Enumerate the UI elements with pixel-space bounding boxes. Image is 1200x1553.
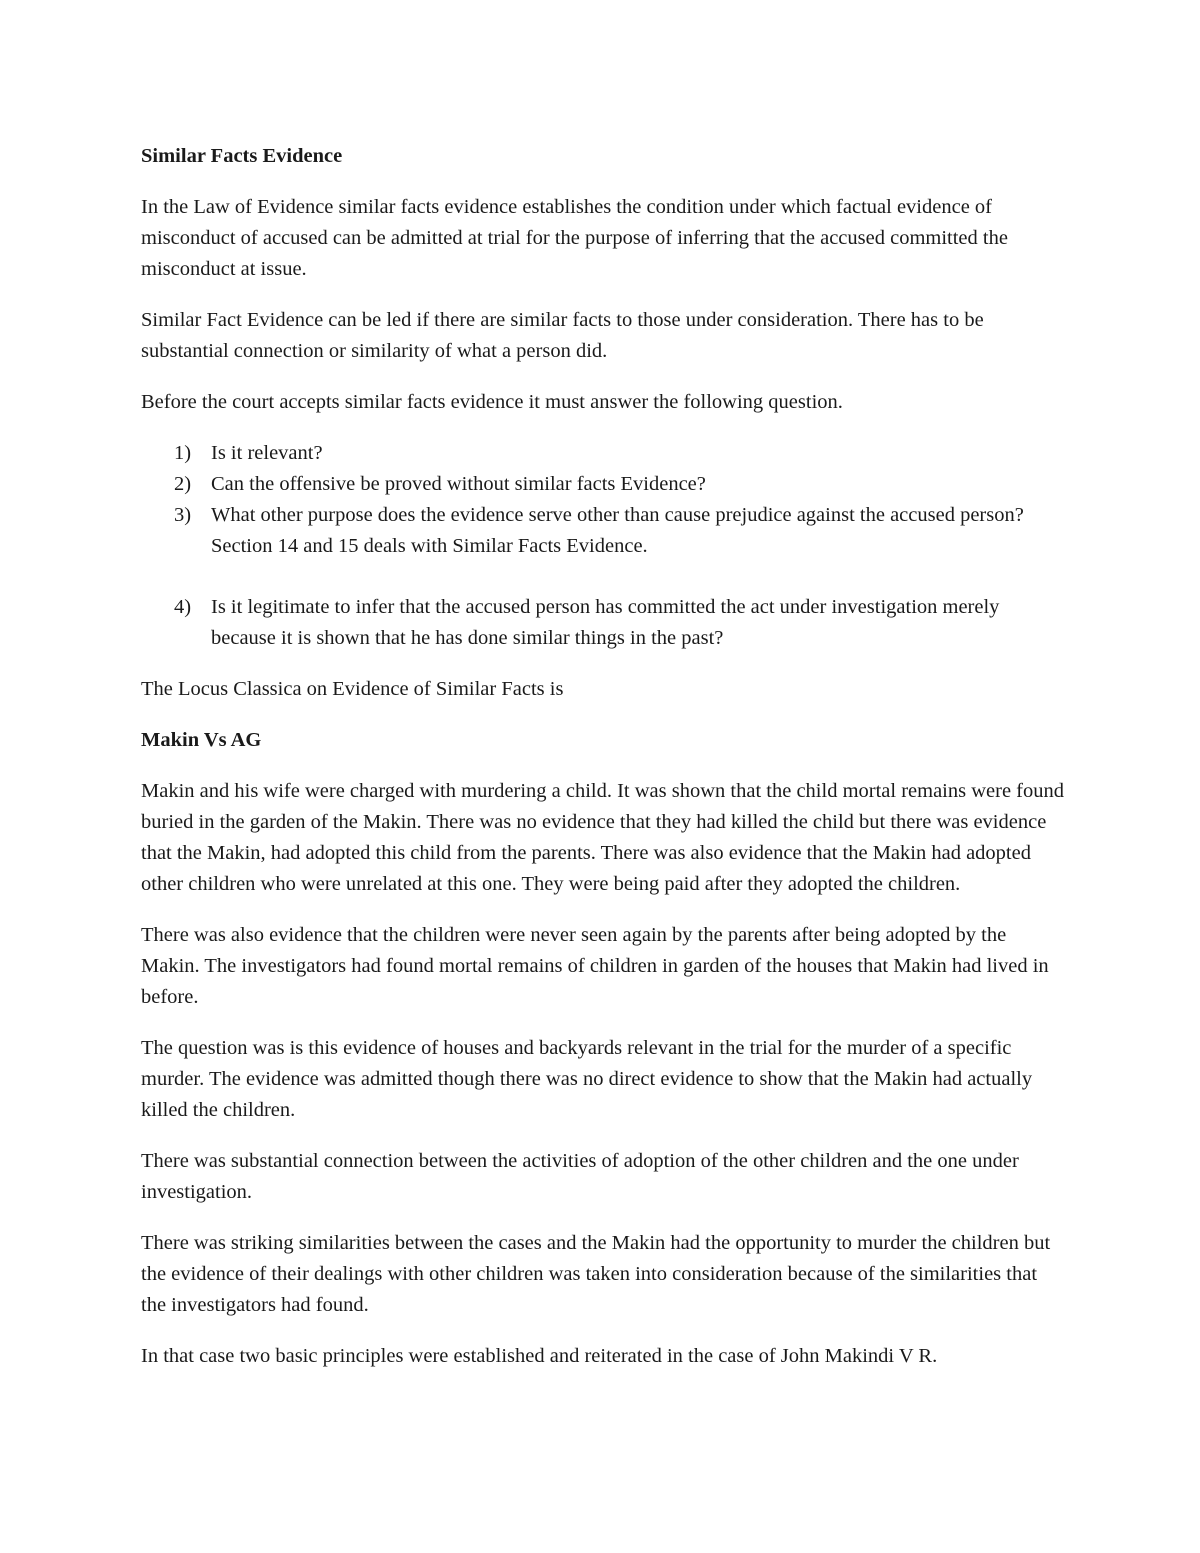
document-title: Similar Facts Evidence: [141, 145, 343, 167]
intro-paragraph: Before the court accepts similar facts evidence it must answer the following question.: [141, 391, 843, 413]
questions-list: [141, 438, 1064, 654]
list-item-text: Is it legitimate to infer that the accused person has committed the act under investigation merely because it is shown that he has done similar things in the past?: [211, 596, 1000, 649]
intro-paragraph: In the Law of Evidence similar facts evidence establishes the condition under which factual evidence of misconduct of accused can be admitted at trial for the purpose of inferring that the accused committed the misconduct at issue.: [141, 196, 1008, 280]
case-heading: Makin Vs AG: [141, 729, 262, 751]
list-item-text: Can the offensive be proved without similar facts Evidence?: [211, 473, 706, 495]
list-item-text: Is it relevant?: [211, 442, 323, 464]
intro-paragraph: Similar Fact Evidence can be led if there are similar facts to those under consideration. There has to be substantial connection or similarity of what a person did.: [141, 309, 984, 362]
list-item: [141, 469, 1064, 500]
case-paragraph: There was striking similarities between the cases and the Makin had the opportunity to murder the children but the evidence of their dealings with other children was taken into consideration because of the similarities that the investigators had found.: [141, 1232, 1051, 1316]
list-item-number: 2): [174, 473, 192, 495]
list-item-text: What other purpose does the evidence serve other than cause prejudice against the accused person? Section 14 and 15 deals with Similar Facts Evidence.: [211, 504, 1024, 557]
case-paragraph: There was substantial connection between the activities of adoption of the other children and the one under investigation.: [141, 1150, 1019, 1203]
list-item-number: 3): [174, 504, 192, 526]
list-item: [141, 438, 1064, 469]
list-item: [141, 592, 1064, 654]
list-item-number: 1): [174, 442, 192, 464]
case-paragraph: Makin and his wife were charged with murdering a child. It was shown that the child mortal remains were found buried in the garden of the Makin. There was no evidence that they had killed the child but there was evidence that the Makin, had adopted this child from the parents. There was also evidence that the Makin had adopted other children who were unrelated at this one. They were being paid after they adopted the children.: [141, 780, 1065, 895]
case-paragraph: In that case two basic principles were established and reiterated in the case of John Makindi V R.: [141, 1345, 938, 1367]
list-item: [141, 500, 1064, 562]
case-paragraph: There was also evidence that the children were never seen again by the parents after being adopted by the Makin. The investigators had found mortal remains of children in garden of the houses that Makin had lived in before.: [141, 924, 1049, 1008]
case-paragraph: The question was is this evidence of houses and backyards relevant in the trial for the murder of a specific murder. The evidence was admitted though there was no direct evidence to show that the Makin had actually killed the children.: [141, 1037, 1033, 1121]
locus-line: The Locus Classica on Evidence of Similar Facts is: [141, 678, 564, 700]
list-item-number: 4): [174, 596, 192, 618]
